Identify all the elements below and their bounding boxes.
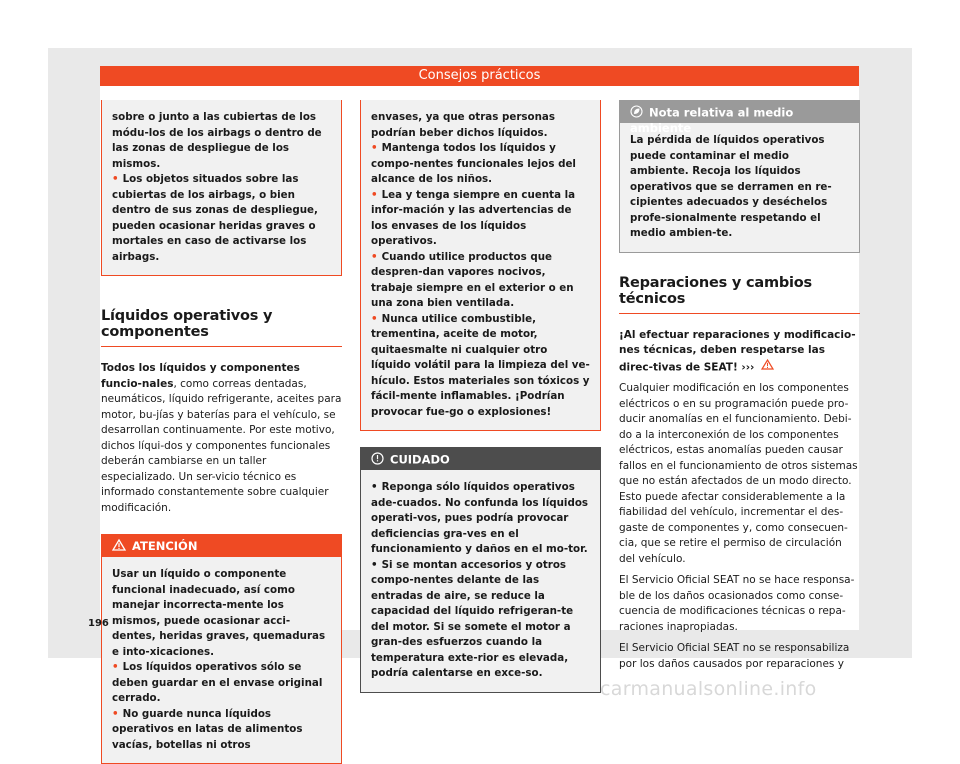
caution-bullet: Reponga sólo líquidos operativos ade-cuados. No confunda los líquidos operati-vos, pues podría provocar deficiencias gra-ves en el funcionamiento y daños en el mo-tor. xyxy=(371,481,589,555)
caution-bullet: Si se montan accesorios y otros compo-nentes delante de las entradas de aire, se reduce la capacidad del líquido refrigeran-te del motor. Si se somete el motor a gran-des esfuerzos cuando la temperatura exte-rior es elevada, podría calentarse en exce-so. xyxy=(371,558,574,679)
bullet-icon: • xyxy=(112,707,119,720)
warning-triangle-icon xyxy=(761,359,774,376)
warning-bullet: Lea y tenga siempre en cuenta la infor-mación y las advertencias de los envases de los líquidos operativos. xyxy=(371,188,576,247)
warning-continuation-text: sobre o junto a las cubiertas de los módu-los de los airbags o dentro de las zonas de despliegue de los mismos. xyxy=(112,111,322,170)
warning-continuation-text: envases, ya que otras personas podrían beber dichos líquidos. xyxy=(371,111,556,139)
environment-note-text: La pérdida de líquidos operativos puede contaminar el medio ambiente. Recoja los líquidos operativos que se derramen en re-cipientes adecuados y deséchelos profe-sionalmente respetando el medio ambien-te. xyxy=(630,134,832,239)
fluids-text: , como correas dentadas, neumáticos, líquido refrigerante, aceites para motor, bu-jías y baterías para el vehículo, se desarrollan continuamente. Por este motivo, dichos líqui-dos y componentes funcionales deberán cambiarse en un taller especializado. Un ser-vicio técnico es informado constantemente sobre cualquier modificación. xyxy=(101,377,342,514)
bullet-icon: • xyxy=(112,661,119,673)
repairs-body xyxy=(619,328,860,673)
warning-bullet: No guarde nunca líquidos operativos en latas de alimentos vacías, botellas ni otros xyxy=(112,707,303,751)
page-number: 196 xyxy=(88,618,109,629)
fluids-lead: Todos los líquidos y componentes funcio-nales xyxy=(101,362,300,390)
caution-header xyxy=(361,448,600,470)
leaf-icon xyxy=(630,105,643,121)
warning-continuation-box xyxy=(101,100,342,276)
caution-title: CUIDADO xyxy=(390,452,450,467)
repairs-paragraph: El Servicio Oficial SEAT no se hace responsa-ble de los daños ocasionados como conse-cuencia de modificaciones técnicas o repa-raciones inapropiadas. xyxy=(619,574,855,633)
watermark-text: carmanualsonline.info xyxy=(600,678,817,700)
warning-title: ATENCIÓN xyxy=(132,539,198,553)
warning-text: Usar un líquido o componente funcional inadecuado, así como manejar incorrecta-mente los mismos, puede ocasionar acci-dentes, heridas graves, quemaduras e into-xicaciones. xyxy=(112,568,326,658)
bullet-icon: • xyxy=(371,142,378,154)
bullet-icon: • xyxy=(371,312,378,325)
bullet-icon: • xyxy=(371,558,378,571)
section-title-fluids: Líquidos operativos y componentes xyxy=(101,308,342,347)
warning-triangle-icon xyxy=(112,539,126,554)
caution-box xyxy=(360,447,601,693)
warning-bullet: Mantenga todos los líquidos y compo-nentes funcionales lejos del alcance de los niños. xyxy=(371,142,576,185)
warning-box xyxy=(101,534,342,764)
column-3 xyxy=(619,100,860,678)
info-circle-icon xyxy=(371,452,384,468)
warning-bullet: Nunca utilice combustible, trementina, aceite de motor, quitaesmalte ni cualquier otro líquido volátil para la limpieza del ve-hículo. Estos materiales son tóxicos y fácil-mente inflamables. ¡Podrían provocar fue-go o explosiones! xyxy=(371,312,590,418)
environment-note-box xyxy=(619,100,860,253)
bullet-icon: • xyxy=(371,188,378,201)
environment-note-title: Nota relativa al medio ambiente xyxy=(630,105,794,135)
fluids-body xyxy=(101,361,342,516)
section-title-repairs: Reparaciones y cambios técnicos xyxy=(619,275,860,314)
warning-bullet: Cuando utilice productos que despren-dan vapores nocivos, trabaje siempre en el exterior o en una zona bien ventilada. xyxy=(371,250,574,309)
warning-bullet: Los objetos situados sobre las cubiertas de los airbags, o bien dentro de sus zonas de despliegue, pueden ocasionar heridas graves o mortales en caso de activarse los airbags. xyxy=(112,173,318,263)
warning-bullet: Los líquidos operativos sólo se deben guardar en el envase original cerrado. xyxy=(112,661,323,704)
column-1 xyxy=(101,100,342,764)
bullet-icon: • xyxy=(112,173,119,185)
environment-note-header xyxy=(620,101,859,135)
warning-header xyxy=(102,535,341,557)
warning-continuation-box xyxy=(360,100,601,431)
bullet-icon: • xyxy=(371,250,378,263)
repairs-paragraph: Cualquier modificación en los componentes eléctricos o en su programación puede pro-ducir anomalías en el funcionamiento. Debi-do a la interconexión de los componentes eléctricos, estas anomalías pueden causar fallos en el funcionamiento de otros sistemas que no están afectados de un modo directo. Esto puede afectar considerablemente a la fiabilidad del vehículo, incrementar el des-gaste de componentes y, como consecuen-cia, que se retire el permiso de circulación del vehículo. xyxy=(619,382,858,565)
column-2 xyxy=(360,100,601,693)
chapter-header: Consejos prácticos xyxy=(100,66,859,86)
repairs-paragraph: El Servicio Oficial SEAT no se responsabiliza por los daños causados por reparaciones y xyxy=(619,642,850,670)
repairs-lead: ¡Al efectuar reparaciones y modificacio-nes técnicas, deben respetarse las direc-tivas de SEAT! ››› xyxy=(619,328,856,373)
bullet-icon: • xyxy=(371,481,378,493)
